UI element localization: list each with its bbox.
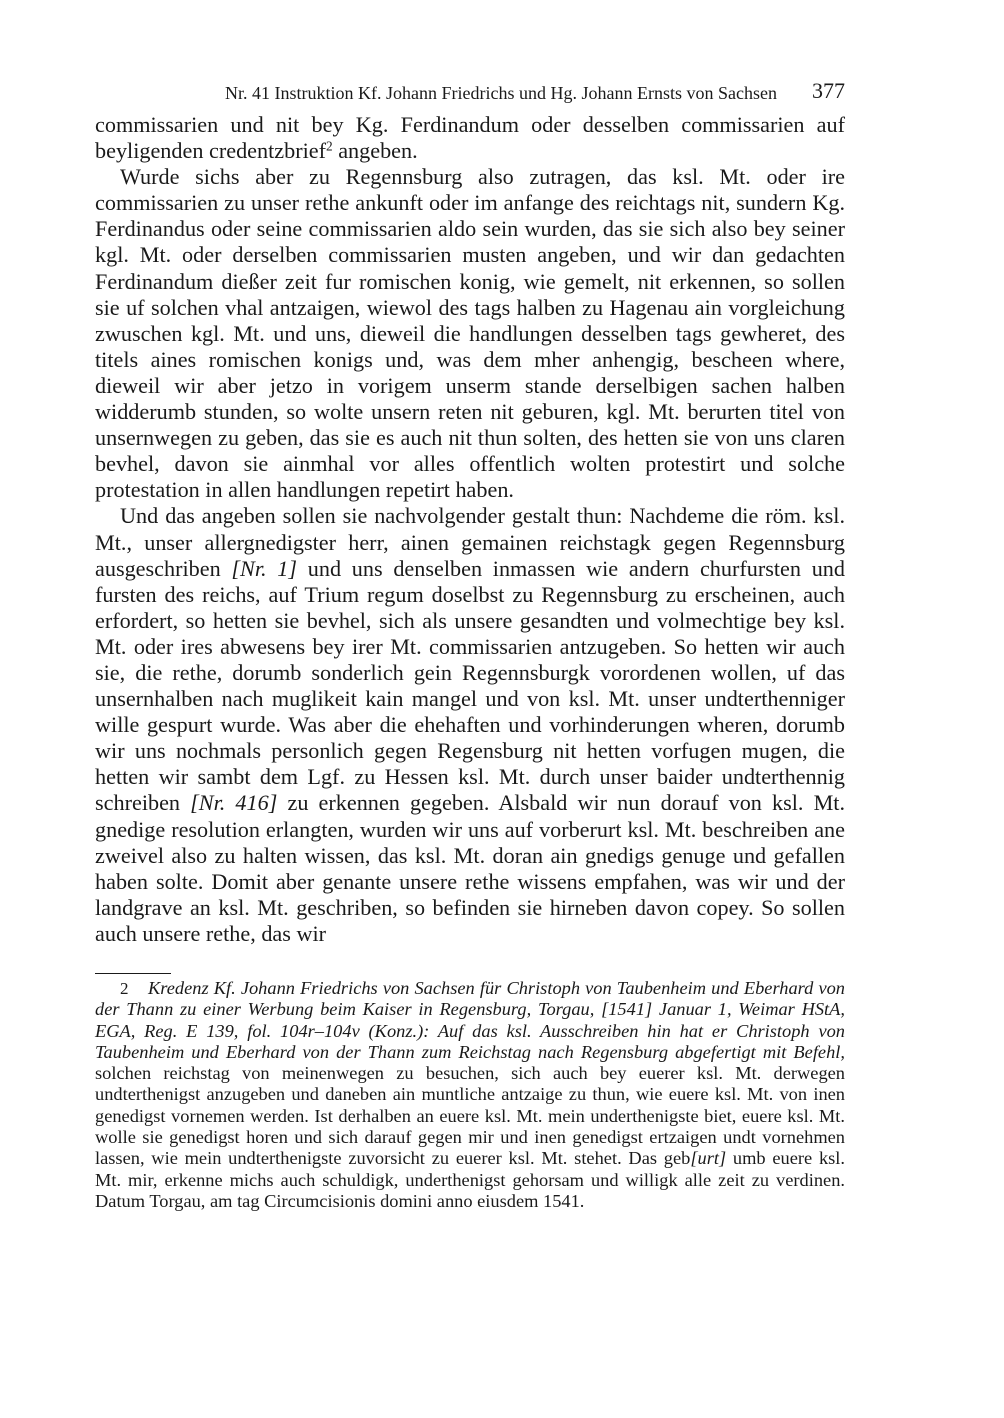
main-text	[95, 112, 845, 947]
footnote-text-d: umb euere ksl. Mt. mir, erkenne michs auch schuldigk, underthenigst gehorsam und willigk alle zeit zu verdinen. Datum Torgau, am tag Circumcisionis domini anno eiusdem 1541.	[95, 1148, 846, 1211]
footnote-marker: 2	[120, 979, 129, 998]
document-page	[95, 78, 845, 1212]
footnote-divider	[95, 973, 171, 974]
page-number: 377	[812, 78, 845, 103]
footnote-text-b: solchen reichstag von meinenwegen zu besuchen, sich auch bey euerer ksl. Mt. derwegen undterthenigst anzugeben und daneben ain muntliche antzaige zu thun, wie euere ksl. Mt. von inen genedigst vornemen werden. Ist derhalben an euere ksl. Mt. mein underthenigste biet, euere ksl. Mt. wolle sie genedigst horen und sich darauf gegen mir und inen genedigst ertzaigen undt vornehmen lassen, wie mein undterthenigste zuvorsicht zu euerer ksl. Mt. stehet. Das geb	[95, 1063, 845, 1169]
paragraph-1-tail: angeben.	[332, 138, 418, 164]
paragraph-2: Wurde sichs aber zu Regennsburg also zutragen, das ksl. Mt. oder ire commissarien zu unser rethe ankunft oder im anfange des reichtags nit, sundern Kg. Ferdinandus oder seine commissarien aldo sein wurden, das sie sich also bey seiner kgl. Mt. oder derselben commissarien musten angeben, und wir dan gedachten Ferdinandum dießer zeit fur romischen konig, wie gemelt, nit erkennen, so sollen sie uf solchen vhal antzaigen, wiewol des tags halben zu Hagenau ain vorgleichung zwuschen kgl. Mt. und uns, dieweil die handlungen desselben tags gewheret, des titels aines romischen konigs und, was dem mher anhengig, bescheen where, dieweil wir aber jetzo in vorigem unserm stande derselbigen sachen halben widderumb stunden, so wolte unsern reten nit geburen, kgl. Mt. berurten titel von unsernwegen zu geben, das sie es auch nit thun solten, des hetten sie von uns claren bevhel, davon sie ainmhal vor alles offentlich wolten protestirt und solche protestation in allen handlungen repetirt haben.	[95, 164, 845, 503]
cross-reference-nr-416[interactable]: [Nr. 416]	[190, 790, 278, 816]
paragraph-3-part-c: zu erkennen gegeben. Alsbald wir nun dorauf von ksl. Mt. gnedige resolution erlangten, wurden wir uns auf vorberurt ksl. Mt. beschreiben ane zweivel also zu halten wissen, das ksl. Mt. doran ain gnedigs genuge und gefallen haben solte. Domit aber genante unsere rethe wissens empfahen, was wir und der landgrave an ksl. Mt. geschriben, so befinden sie hirneben davon copey. So sollen auch unsere rethe, das wir	[95, 790, 846, 946]
cross-reference-nr-1[interactable]: [Nr. 1]	[231, 555, 298, 581]
paragraph-3-part-b: und uns denselben inmassen wie andern churfursten und fursten des reichs, auf Trium regum doselbst zu Regennsburg zu erscheinen, auch erfordert, so hetten sie bevhel, sich als unsere gesandten und volmechtige bey ksl. Mt. oder ires abwesens bey irer Mt. commissarien antzugeben. So hetten wir auch sie, die rethe, dorumb sonderlich gein Regennsburgk vorordenen wollen, uf das unsernhalben nach muglikeit kain mangel und von ksl. Mt. unser undterthenniger wille gespurt wurde. Was aber die ehehaften und vorhinderungen wheren, dorumb wir uns nochmals personlich gegen Regensburg nit hetten vorfugen mugen, die hetten wir sambt dem Lgf. zu Hessen ksl. Mt. durch unser baider undterthennig schreiben	[95, 555, 845, 816]
paragraph-3-part-a: Und das angeben sollen sie nachvolgender gestalt thun: Nachdeme die röm. ksl. Mt., unser allergnedigster herr, ainen gemainen reichstagk gegen Regennsburg ausgeschriben	[95, 503, 845, 581]
paragraph-1	[95, 112, 845, 164]
footnote-reference[interactable]: 2	[326, 138, 333, 154]
footnote-italic-c: [urt]	[690, 1148, 727, 1169]
footnote-2	[95, 978, 845, 1212]
footnote-italic-a: Kredenz Kf. Johann Friedrichs von Sachsen für Christoph von Taubenheim und Eberhard von der Thann zu einer Werbung beim Kaiser in Regensburg, Torgau, [1541] Januar 1, Weimar HStA, EGA, Reg. E 139, fol. 104r–104v (Konz.): Auf das ksl. Ausschreiben hin hat er Christoph von Taubenheim und Eberhard von der Thann zum Reichstag nach Regensburg abgefertigt mit Befehl,	[95, 978, 845, 1062]
paragraph-3	[95, 503, 845, 947]
paragraph-1-text: commissarien und nit bey Kg. Ferdinandum oder desselben commissarien auf beyligenden credentzbrief	[95, 112, 845, 164]
header-title: Nr. 41 Instruktion Kf. Johann Friedrichs und Hg. Johann Ernsts von Sachsen	[225, 83, 777, 103]
running-header	[95, 78, 845, 112]
